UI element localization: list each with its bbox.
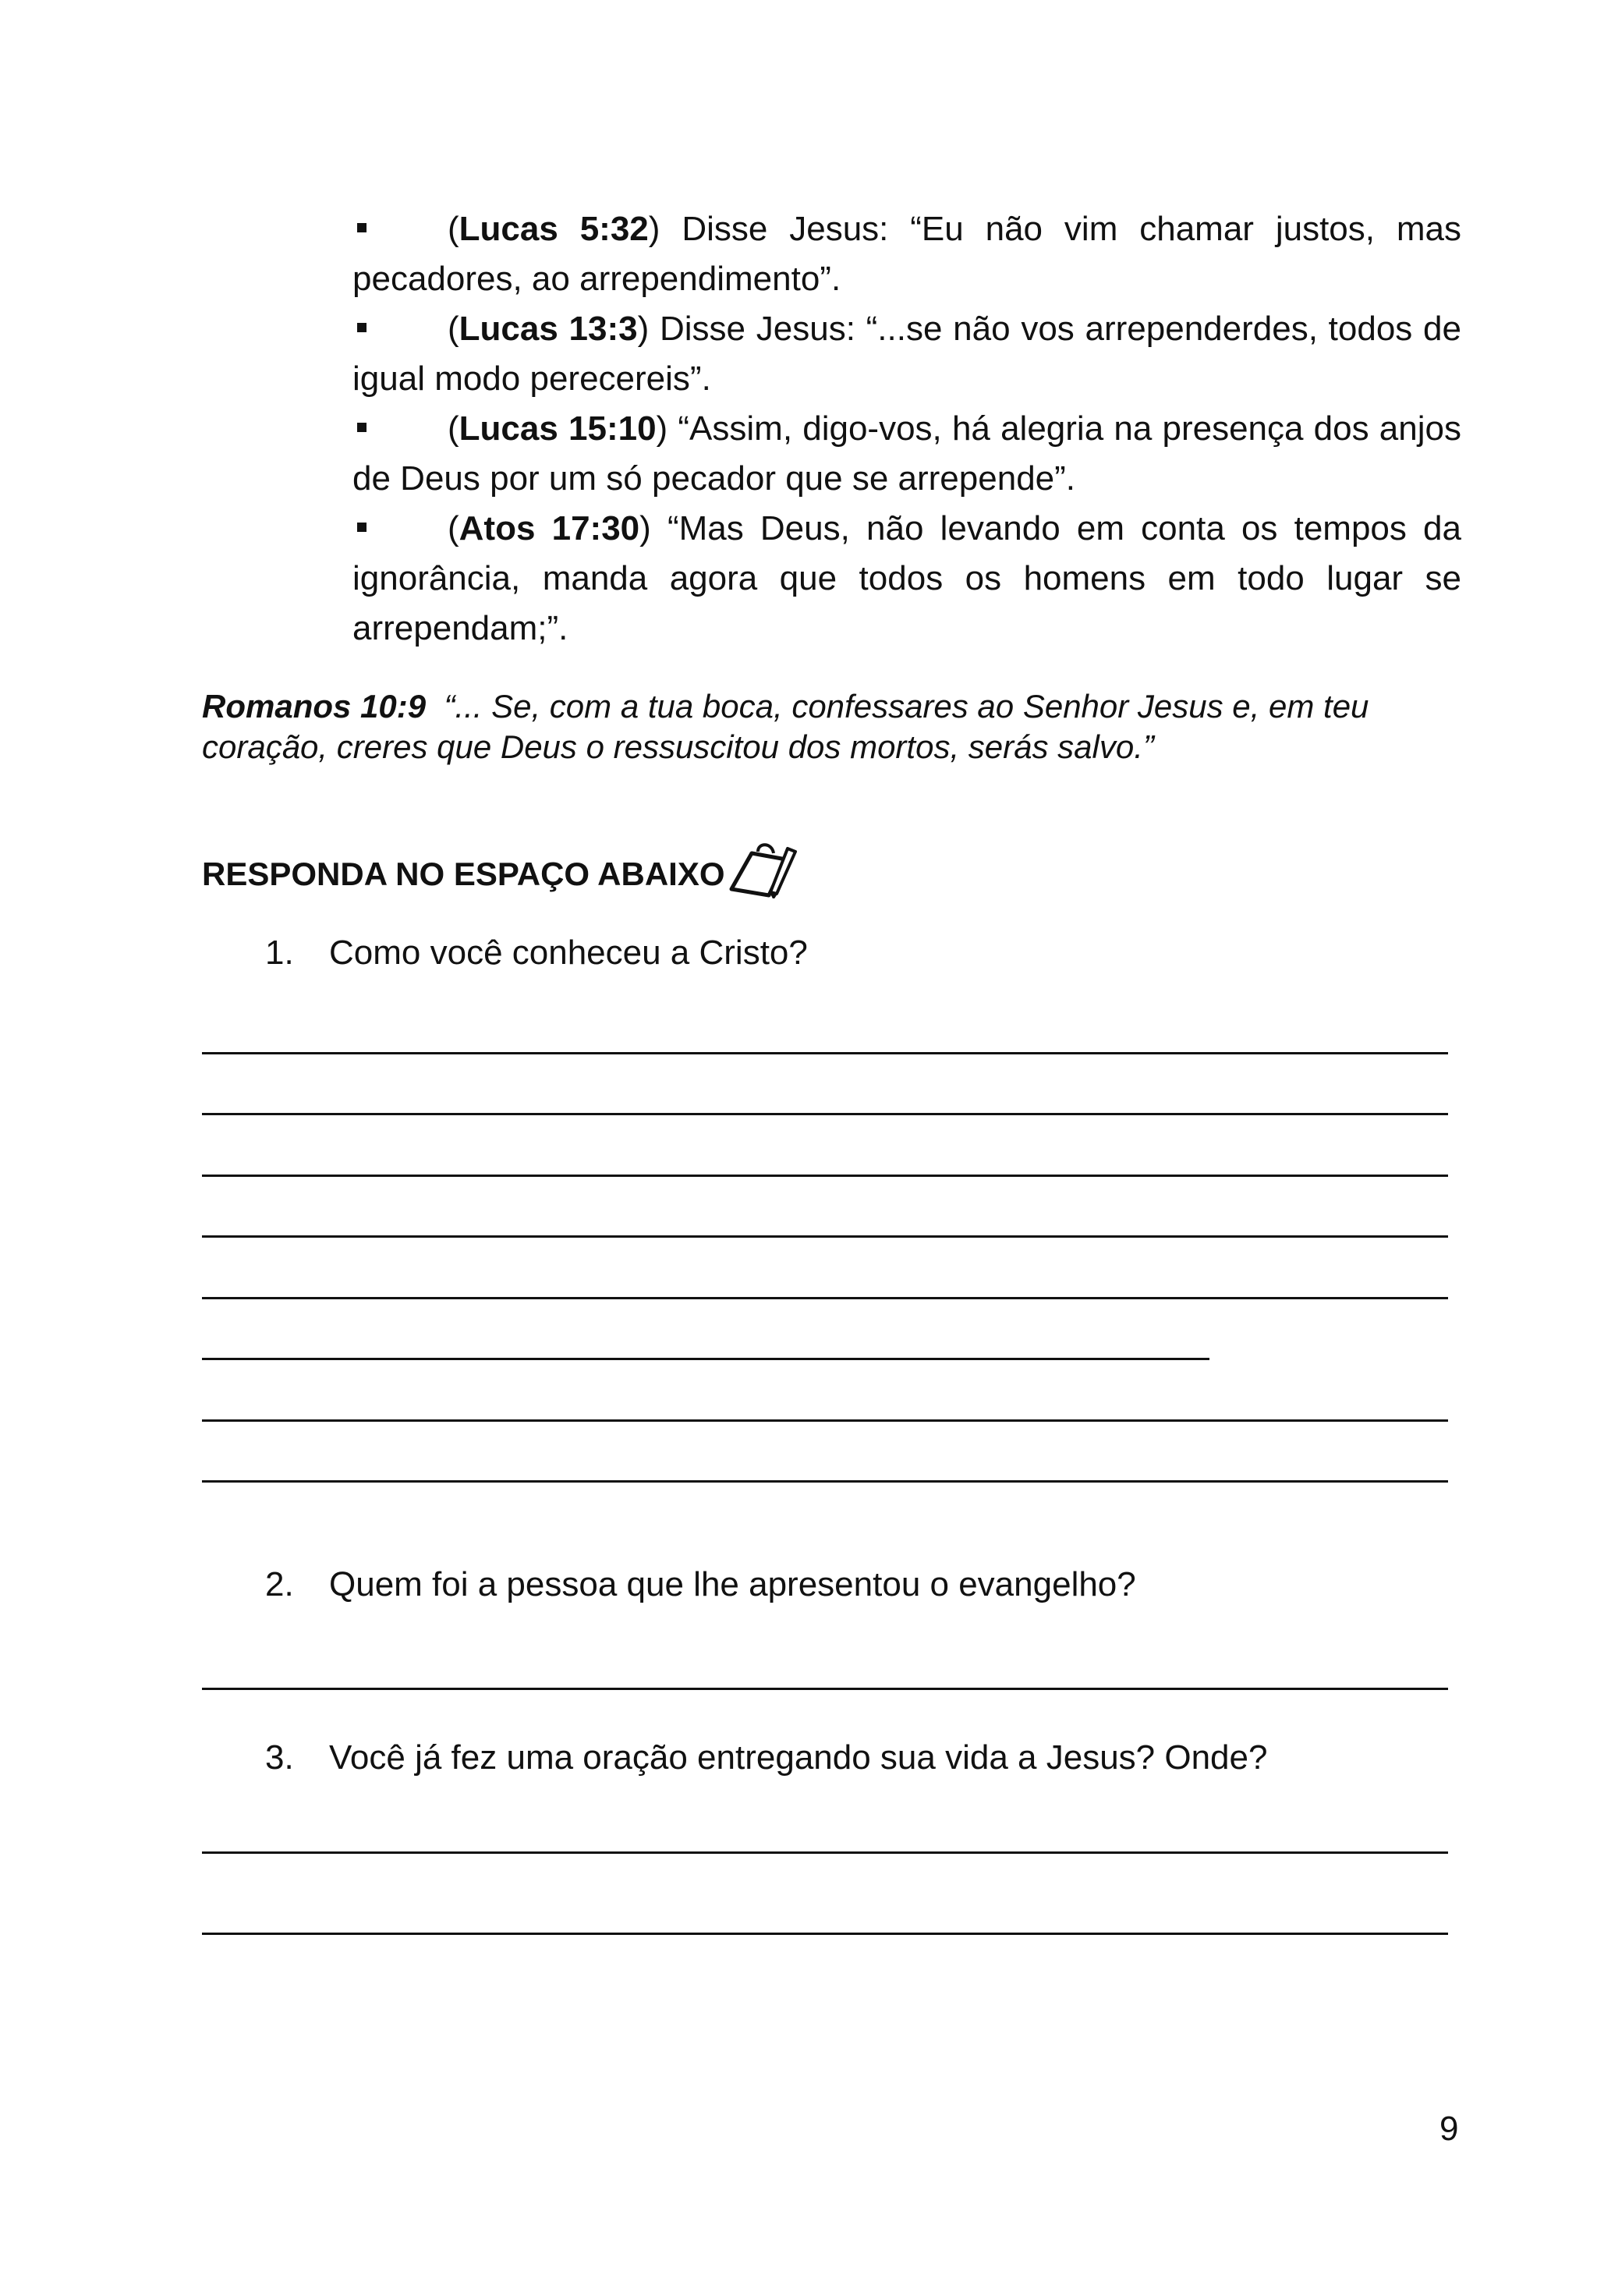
answer-line[interactable]: [202, 1933, 1448, 1935]
scripture-text: Disse Jesus: “...se não vos arrependerdes, todos de igual modo perecereis”.: [352, 310, 1461, 398]
question-number: 2.: [265, 1565, 294, 1603]
scripture-reference: Lucas 5:32: [459, 210, 649, 248]
scripture-reference: Lucas 15:10: [459, 409, 657, 448]
answer-line[interactable]: [202, 1688, 1448, 1690]
scripture-bullet-list: [352, 204, 1461, 654]
heading-text: RESPONDA NO ESPAÇO ABAIXO: [202, 856, 725, 892]
scripture-reference: Lucas 13:3: [459, 310, 638, 348]
scripture-text: “Assim, digo-vos, há alegria na presença dos anjos de Deus por um só pecador que se arrepende”.: [352, 409, 1461, 498]
bullet-item-lucas-13-3: (Lucas 13:3) Disse Jesus: “...se não vos arrependerdes, todos de igual modo perecereis”.: [352, 310, 1461, 398]
bullet-item-lucas-5-32: (Lucas 5:32) Disse Jesus: “Eu não vim chamar justos, mas pecadores, ao arrependimento”.: [352, 210, 1461, 298]
question-1: [265, 930, 808, 976]
scripture-reference: Atos 17:30: [459, 509, 640, 547]
answer-line[interactable]: [202, 1175, 1448, 1177]
scripture-text: Disse Jesus: “Eu não vim chamar justos, mas pecadores, ao arrependimento”.: [352, 210, 1461, 298]
question-text: Como você conheceu a Cristo?: [329, 934, 808, 972]
square-bullet-icon: [357, 223, 366, 232]
answer-section-heading: [202, 836, 798, 909]
question-2: [265, 1561, 1136, 1608]
square-bullet-icon: [357, 323, 366, 332]
romans-quote: [202, 686, 1465, 767]
answer-line[interactable]: [202, 1297, 1448, 1299]
square-bullet-icon: [357, 523, 366, 532]
question-3: [265, 1734, 1267, 1781]
scripture-text: “Mas Deus, não levando em conta os tempos da ignorância, manda agora que todos os homens em todo lugar se arrependam;”.: [352, 509, 1461, 647]
question-number: 1.: [265, 934, 294, 972]
question-text: Quem foi a pessoa que lhe apresentou o evangelho?: [329, 1565, 1136, 1603]
bullet-item-lucas-15-10: (Lucas 15:10) “Assim, digo-vos, há alegria na presença dos anjos de Deus por um só pecador que se arrepende”.: [352, 409, 1461, 498]
romans-reference: Romanos 10:9: [202, 688, 427, 725]
question-text: Você já fez uma oração entregando sua vida a Jesus? Onde?: [329, 1738, 1268, 1777]
answer-line[interactable]: [202, 1480, 1448, 1483]
answer-line[interactable]: [202, 1052, 1448, 1054]
square-bullet-icon: [357, 423, 366, 432]
notepad-pencil-icon: [728, 836, 798, 898]
romans-text: “... Se, com a tua boca, confessares ao Senhor Jesus e, em teu coração, creres que Deus o ressuscitou dos mortos, serás salvo.”: [202, 688, 1369, 765]
answer-line[interactable]: [202, 1851, 1448, 1854]
question-number: 3.: [265, 1738, 294, 1777]
answer-line[interactable]: [202, 1358, 1209, 1360]
bullet-item-atos-17-30: (Atos 17:30) “Mas Deus, não levando em conta os tempos da ignorância, manda agora que todos os homens em todo lugar se arrependam;”.: [352, 509, 1461, 647]
answer-line[interactable]: [202, 1419, 1448, 1422]
answer-line[interactable]: [202, 1235, 1448, 1238]
page-number: 9: [1439, 2110, 1459, 2148]
answer-line[interactable]: [202, 1113, 1448, 1115]
